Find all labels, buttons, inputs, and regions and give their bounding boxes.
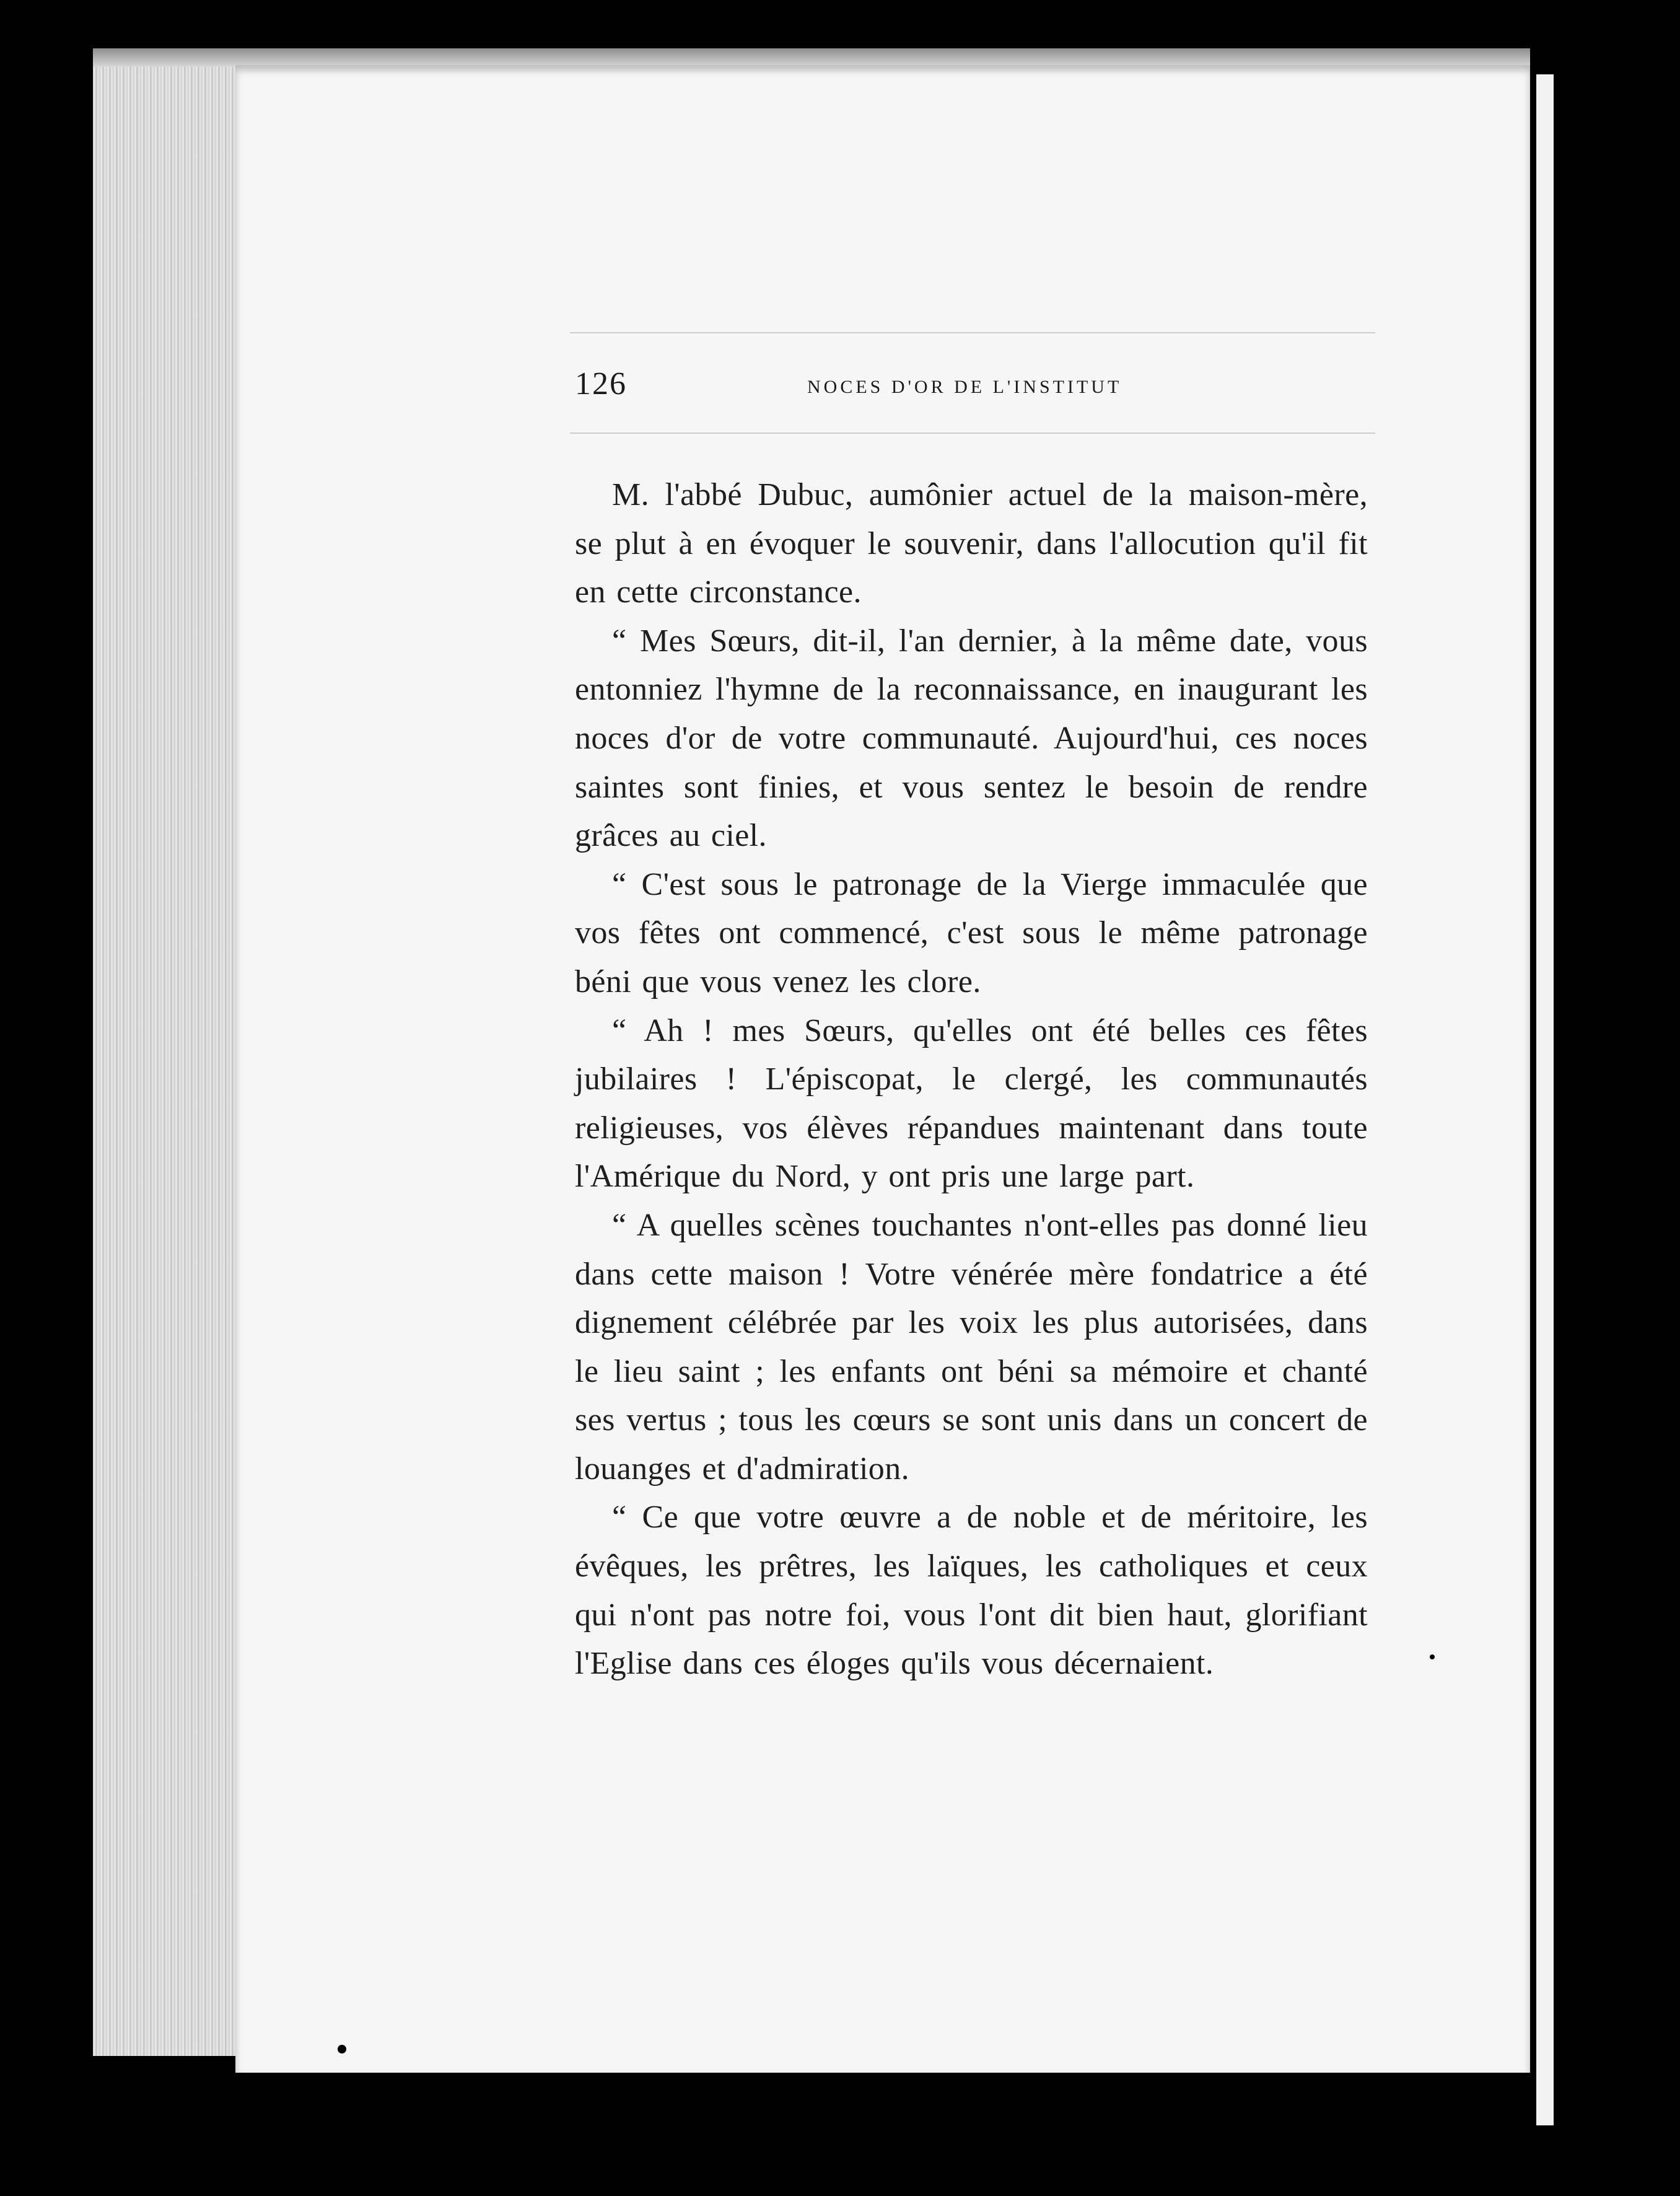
page-number: 126 (575, 366, 627, 402)
paragraph: “ Ce que votre œuvre a de noble et de méritoire, les évêques, les prêtres, les laïques, les catholiques et ceux qui n'ont pas notre foi, vous l'ont dit bien haut, glorifiant l'Eglise dans ces éloges qu'ils vous décernaient. (575, 1500, 1368, 1682)
speck (1007, 19, 1009, 48)
header-bottom-rule (570, 433, 1375, 434)
paragraph: “ C'est sous le patronage de la Vierge immaculée que vos fêtes ont commencé, c'est sous le même patronage béni que vous venez les clore. (575, 866, 1368, 999)
speck (338, 2045, 346, 2053)
paragraph: “ Ah ! mes Sœurs, qu'elles ont été belles ces fêtes jubilaires ! L'épiscopat, le clergé, les communautés religieuses, vos élèves répandues maintenant dans toute l'Amérique du Nord, y ont pris une large part. (575, 1012, 1368, 1195)
speck (1430, 1654, 1435, 1659)
paragraph: M. l'abbé Dubuc, aumônier actuel de la maison-mère, se plut à en évoquer le souvenir, dans l'allocution qu'il fit en cette circonstance. (575, 477, 1368, 610)
paragraph: “ Mes Sœurs, dit-il, l'an dernier, à la même date, vous entonniez l'hymne de la reconnaissance, en inaugurant les noces d'or de votre communauté. Aujourd'hui, ces noces saintes sont finies, et vous sentez le besoin de rendre grâces au ciel. (575, 623, 1368, 854)
page-top-shadow (93, 48, 1530, 67)
body-text (575, 471, 1368, 1689)
header-top-rule (570, 332, 1375, 333)
paragraph: “ A quelles scènes touchantes n'ont-elles pas donné lieu dans cette maison ! Votre vénérée mère fondatrice a été dignement célébrée par les voix les plus autorisées, dans le lieu saint ; les enfants ont béni sa mémoire et chanté ses vertus ; tous les cœurs se sont unis dans un concert de louanges et d'admiration. (575, 1207, 1368, 1487)
facing-page-edge (1536, 74, 1554, 2125)
running-head: NOCES D'OR DE L'INSTITUT (807, 377, 1122, 397)
page-edges (93, 48, 245, 2056)
